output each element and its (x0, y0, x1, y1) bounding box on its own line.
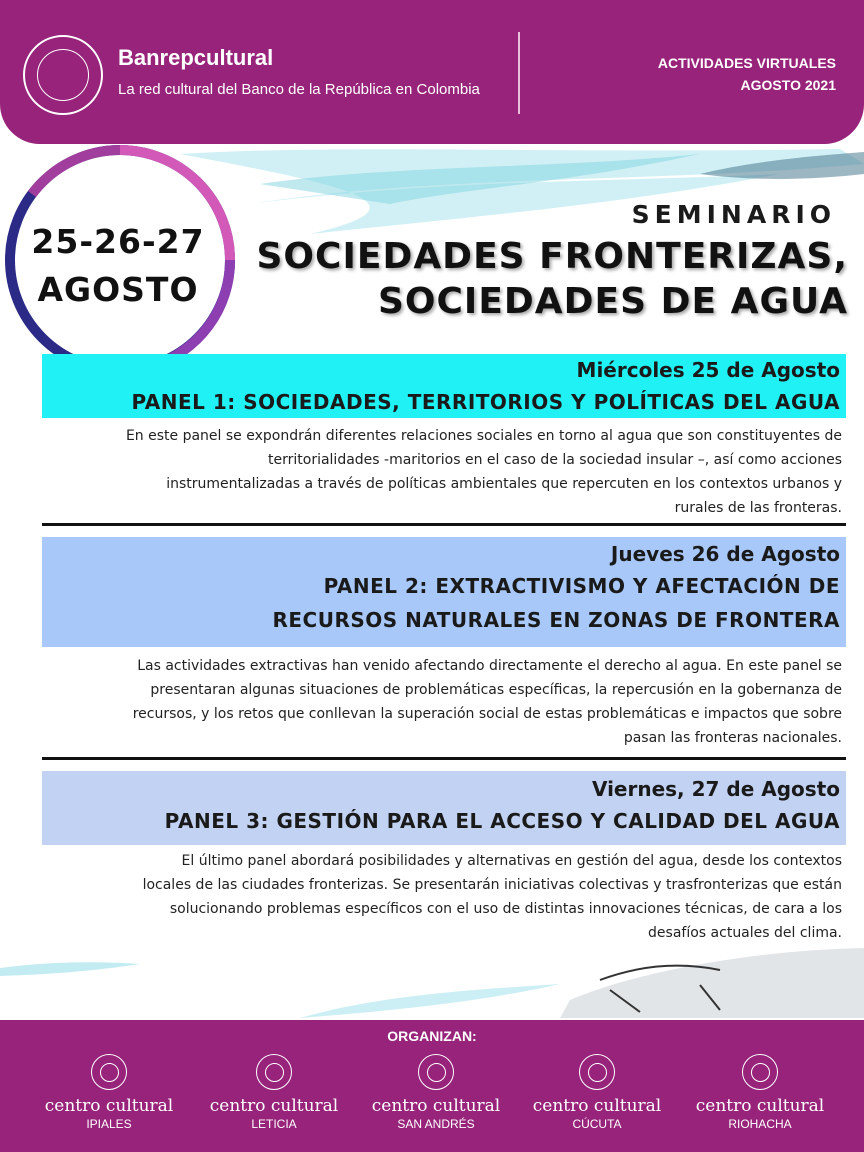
panel-2-desc-line: pasan las fronteras nacionales. (623, 730, 842, 746)
centro-cultural-cucuta (522, 1054, 672, 1132)
panel-1-desc-line: territorialidades -maritorios en el caso de la sociedad insular –, así como acciones (268, 452, 842, 468)
panel-2-desc-line: Las actividades extractivas han venido afectando directamente el derecho al agua. En este panel se (137, 658, 842, 674)
centro-city: SAN ANDRÉS (397, 1117, 475, 1131)
panel-1-title: PANEL 1: SOCIEDADES, TERRITORIOS Y POLÍTICAS DEL AGUA (131, 390, 840, 414)
panel-3-description (42, 849, 846, 945)
panel-2-desc-line: presentaran algunas situaciones de problemáticas específicas, la repercusión en la gobernanza de (150, 682, 842, 698)
brand-tagline: La red cultural del Banco de la República en Colombia (118, 81, 480, 98)
seminar-title (257, 234, 849, 324)
panel-1-band (42, 354, 846, 418)
panel-1-desc-line: rurales de las fronteras. (674, 500, 842, 516)
header-bar (0, 0, 864, 144)
seal-portrait (37, 49, 89, 101)
panel-3-band (42, 771, 846, 845)
panel-3-desc-line: desafíos actuales del clima. (648, 925, 842, 941)
panel-3-day: Viernes, 27 de Agosto (591, 777, 840, 801)
panel-3-desc-line: solucionando problemas específicos con el uso de distintas innovaciones técnicas, de cara a los (169, 901, 842, 917)
centro-city: RIOHACHA (728, 1117, 792, 1131)
centro-cultural-riohacha (685, 1054, 835, 1132)
centro-seal-icon (418, 1054, 454, 1090)
centro-seal-icon (579, 1054, 615, 1090)
organizers-label: ORGANIZAN: (387, 1028, 477, 1044)
panel-2-title-line-2: RECURSOS NATURALES EN ZONAS DE FRONTERA (272, 608, 840, 632)
panel-3-title: PANEL 3: GESTIÓN PARA EL ACCESO Y CALIDAD DEL AGUA (164, 809, 840, 833)
divider (42, 523, 846, 526)
divider (42, 757, 846, 760)
centro-city: LETICIA (251, 1117, 297, 1131)
brand-name: Banrepcultural (118, 45, 274, 70)
centro-cultural-san-andres (361, 1054, 511, 1132)
panel-1-day: Miércoles 25 de Agosto (576, 358, 840, 382)
panel-2-desc-line: recursos, y los retos que conllevan la superación social de estas problemáticas e impactos que sobre (132, 706, 842, 722)
panel-1-desc-line: En este panel se expondrán diferentes relaciones sociales en torno al agua que son constituyentes de (125, 428, 842, 444)
centro-city: IPIALES (86, 1117, 132, 1131)
centro-name: centro cultural (532, 1096, 662, 1116)
centro-name: centro cultural (209, 1096, 339, 1116)
event-date: AGOSTO 2021 (740, 77, 836, 93)
centro-cultural-leticia (199, 1054, 349, 1132)
panel-2-day: Jueves 26 de Agosto (610, 542, 840, 566)
centro-name: centro cultural (44, 1096, 174, 1116)
date-days: 25-26-27 (31, 222, 205, 261)
panel-3-desc-line: locales de las ciudades fronterizas. Se presentarán iniciativas colectivas y trasfronterizas que están (142, 877, 842, 893)
panel-2-band (42, 537, 846, 647)
seminar-title-line-2: SOCIEDADES DE AGUA (377, 281, 848, 322)
seminar-title-line-1: SOCIEDADES FRONTERIZAS, (256, 236, 848, 277)
date-badge (0, 218, 236, 314)
centro-name: centro cultural (371, 1096, 501, 1116)
panel-1-desc-line: instrumentalizadas a través de políticas ambientales que repercuten en los contextos urbanos y (166, 476, 842, 492)
centro-seal-icon (91, 1054, 127, 1090)
panel-2-title-line-1: PANEL 2: EXTRACTIVISMO Y AFECTACIÓN DE (323, 574, 840, 598)
panel-3-desc-line: El último panel abordará posibilidades y alternativas en gestión del agua, desde los contextos (181, 853, 842, 869)
panel-1-description (42, 424, 846, 520)
event-type: ACTIVIDADES VIRTUALES (657, 55, 836, 71)
header-divider (518, 32, 520, 114)
centro-cultural-ipiales (34, 1054, 184, 1132)
centro-city: CÚCUTA (572, 1117, 622, 1131)
event-info (658, 52, 836, 96)
date-month: AGOSTO (37, 270, 199, 309)
centro-name: centro cultural (695, 1096, 825, 1116)
centro-seal-icon (256, 1054, 292, 1090)
panel-2-description (42, 654, 846, 750)
centro-seal-icon (742, 1054, 778, 1090)
footer-organizers (0, 1020, 864, 1152)
banco-republica-seal-icon (23, 35, 103, 115)
seminar-label: SEMINARIO (631, 200, 836, 229)
brush-wave-bottom (0, 940, 864, 1020)
